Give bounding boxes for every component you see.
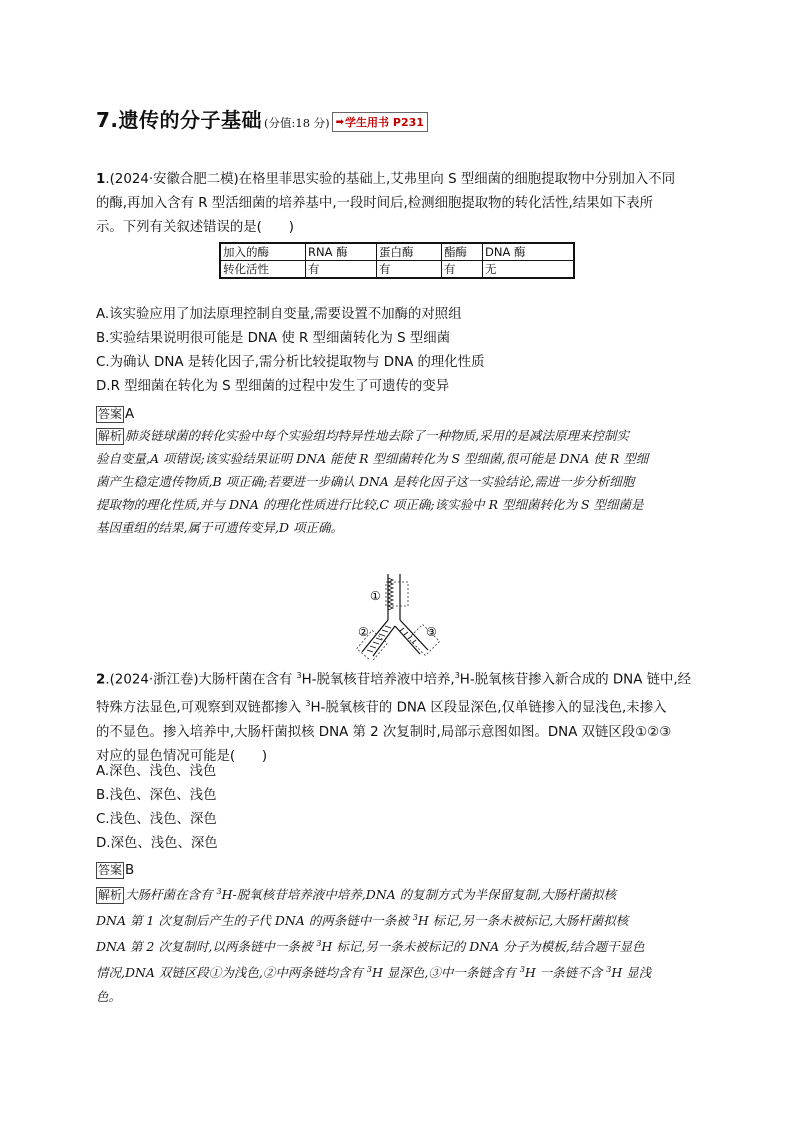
q2-expl-text: 情况,DNA 双链区段①为浅色,②中两条链均含有: [96, 965, 367, 981]
q1-expl-line3: 菌产生稳定遗传物质,B 项正确;若要进一步确认 DNA 是转化因子这一实验结论,需进一步分析细胞: [96, 474, 635, 489]
q1-expl-text1: 肺炎链球菌的转化实验中每个实验组均特异性地去除了一种物质,采用的是减法原理来控制实: [125, 428, 629, 443]
figure-label-3: ③: [426, 625, 437, 639]
explanation-tag: 解析: [98, 888, 123, 903]
q1-stem-line3: 示。下列有关叙述错误的是( ): [96, 220, 294, 235]
q2-stem-line2: [96, 692, 696, 720]
q2-text: H-脱氧核苷的 DNA 区段显深色,仅单链掺入的显浅色,未掺入: [310, 700, 667, 716]
q2-text: H-脱氧核苷培养液中培养,: [301, 672, 455, 688]
q1-stem-text1: .(2024·安徽合肥二模)在格里菲思实验的基础上,艾弗里向 S 型细菌的细胞提取物中分别加入不同: [105, 172, 676, 187]
table-header-row: [220, 243, 574, 261]
table-header-cell: RNA 酶: [306, 243, 377, 261]
figure-label-1: ①: [370, 589, 381, 603]
table-row: [220, 261, 574, 279]
q1-number: 1: [96, 172, 106, 187]
q2-expl-sup: 3: [316, 939, 322, 949]
q1-stem-line1: [96, 168, 696, 192]
q2-sup: 3: [454, 671, 460, 680]
q1-answer: [96, 403, 134, 423]
q2-expl-text: H 显深色,③中一条链含有: [371, 965, 520, 981]
q1-option-c[interactable]: C.为确认 DNA 是转化因子,需分析比较提取物与 DNA 的理化性质: [96, 355, 485, 370]
q1-explanation: [96, 424, 700, 539]
q2-text: H-脱氧核苷掺入新合成的 DNA 链中,经: [459, 672, 692, 688]
q2-explanation: [96, 880, 700, 1008]
q2-stem: [96, 664, 696, 769]
q2-option-c[interactable]: C.浅色、浅色、深色: [96, 812, 217, 827]
q2-expl-text: DNA 第 1 次复制后产生的子代 DNA 的两条链中一条被: [96, 913, 413, 929]
answer-tag: 答案: [98, 863, 123, 877]
q2-text: 特殊方法显色,可观察到双链都掺入: [96, 700, 306, 716]
q2-answer: [96, 859, 134, 879]
q2-expl-line5: 色。: [96, 988, 122, 1004]
q1-expl-line1: [96, 424, 700, 447]
q2-text: .(2024·浙江卷)大肠杆菌在含有: [105, 672, 297, 688]
q1-expl-line5: 基因重组的结果,属于可遗传变异,D 项正确。: [96, 520, 343, 535]
q2-options: [96, 760, 218, 856]
table-header-cell: 酯酶: [442, 243, 483, 261]
q2-expl-text: H 一条链不含: [524, 965, 607, 981]
q2-option-d[interactable]: D.深色、浅色、深色: [96, 836, 218, 851]
q1-option-d[interactable]: D.R 型细菌在转化为 S 型细菌的过程中发生了可遗传的变异: [96, 379, 450, 394]
q2-expl-text: H-脱氧核苷培养液中培养,DNA 的复制方式为半保留复制,大肠杆菌拟核: [221, 887, 617, 903]
q1-expl-line4: 提取物的理化性质,并与 DNA 的理化性质进行比较,C 项正确;该实验中 R 型细菌转化为 S 型细菌是: [96, 497, 644, 512]
table-header-cell: 蛋白酶: [377, 243, 442, 261]
arrow-right-icon: ➡: [335, 116, 345, 128]
q2-sup: 3: [305, 699, 311, 709]
q2-expl-text: H 显浅: [611, 965, 652, 981]
q2-expl-line1: [96, 880, 700, 906]
q2-stem-line3: 的不显色。掺入培养中,大肠杆菌拟核 DNA 第 2 次复制时,局部示意图如图。DNA 双链区段①②③: [96, 724, 672, 740]
enzyme-table: [219, 242, 575, 279]
q1-option-a[interactable]: A.该实验应用了加法原理控制自变量,需要设置不加酶的对照组: [96, 307, 462, 322]
table-cell: 有: [377, 261, 442, 279]
q2-expl-sup: 3: [606, 965, 612, 975]
answer-tag: 答案: [98, 407, 123, 421]
q2-expl-sup: 3: [412, 913, 418, 923]
answer-value: B: [125, 863, 135, 878]
q2-expl-text: H 标记,另一条未被标记的 DNA 分子为模板,结合题干显色: [321, 939, 645, 955]
table-cell: 有: [306, 261, 377, 279]
q2-expl-text: DNA 第 2 次复制时,以两条链中一条被: [96, 939, 317, 955]
q2-expl-sup: 3: [366, 965, 372, 975]
q1-stem-line2: 的酶,再加入含有 R 型活细菌的培养基中,一段时间后,检测细胞提取物的转化活性,结果如下表所: [96, 196, 654, 211]
answer-value: A: [125, 407, 135, 422]
q1-option-b[interactable]: B.实验结果说明很可能是 DNA 使 R 型细菌转化为 S 型细菌: [96, 331, 451, 346]
q2-expl-line4: [96, 958, 700, 984]
q2-expl-text: H 标记,另一条未被标记,大肠杆菌拟核: [417, 913, 629, 929]
student-book-ref[interactable]: [332, 112, 428, 132]
q2-expl-line3: [96, 932, 700, 958]
table-cell: 有: [442, 261, 483, 279]
explanation-tag: 解析: [98, 429, 123, 443]
q1-options: [96, 303, 484, 399]
q2-option-a[interactable]: A.深色、浅色、浅色: [96, 764, 217, 779]
q2-stem-line4: 对应的显色情况可能是( ): [96, 748, 268, 764]
score-note: (分值:18 分): [264, 116, 330, 130]
q2-expl-sup: 3: [216, 887, 222, 896]
figure-label-2: ②: [358, 625, 369, 639]
q2-expl-sup: 3: [519, 965, 525, 975]
q2-option-b[interactable]: B.浅色、深色、浅色: [96, 788, 217, 803]
q2-number: 2: [96, 672, 106, 688]
table-cell: 转化活性: [220, 261, 306, 279]
table-header-cell: 加入的酶: [220, 243, 306, 261]
q1-stem: [96, 168, 696, 240]
table-cell: 无: [483, 261, 575, 279]
q2-sup: 3: [296, 671, 302, 680]
section-title: 7.遗传的分子基础: [96, 108, 263, 132]
q2-expl-text: 大肠杆菌在含有: [125, 887, 217, 903]
q2-stem-line1: [96, 664, 696, 692]
q2-expl-line2: [96, 906, 700, 932]
ref-label: 学生用书 P231: [345, 116, 424, 129]
q1-expl-line2: 验自变量,A 项错误;该实验结果证明 DNA 能使 R 型细菌转化为 S 型细菌,很可能是 DNA 使 R 型细: [96, 451, 649, 466]
table-header-cell: DNA 酶: [483, 243, 575, 261]
replication-fork-figure: [340, 570, 470, 660]
section-header: [96, 104, 428, 133]
